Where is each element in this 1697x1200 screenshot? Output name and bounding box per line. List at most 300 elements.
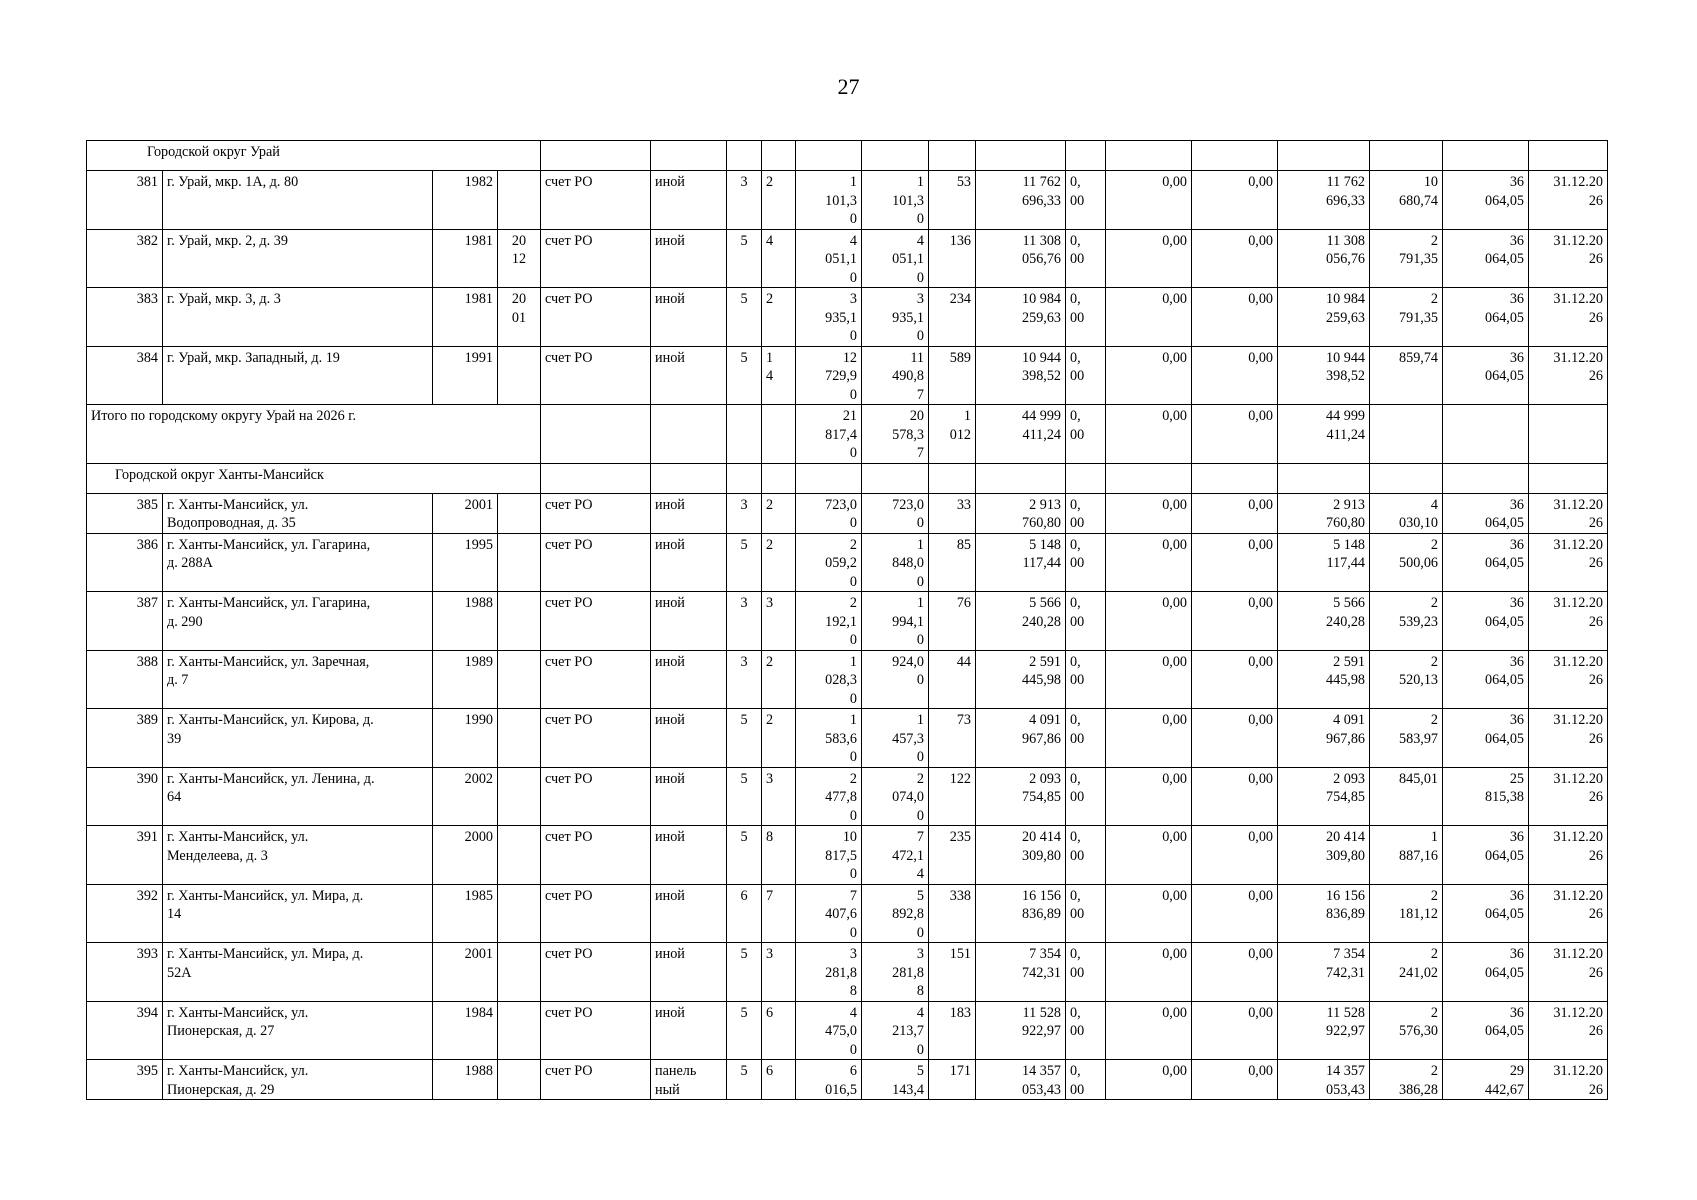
cost-limit-cell: 36 064,05 xyxy=(1443,650,1529,709)
table-row xyxy=(87,826,1608,885)
region-funds-cell: 0,00 xyxy=(1106,229,1192,288)
table-row xyxy=(87,592,1608,651)
total-cost-cell: 5 148 117,44 xyxy=(976,533,1066,592)
unit-cost-cell: 2 520,13 xyxy=(1370,650,1443,709)
empty-cell xyxy=(651,405,727,464)
reconstruction-year-cell xyxy=(498,709,541,768)
section-title-cell xyxy=(87,463,541,493)
municipal-funds-cell: 0,00 xyxy=(1192,592,1278,651)
living-area-cell: 4 213,7 0 xyxy=(862,1001,929,1060)
living-area-cell: 723,0 0 xyxy=(862,493,929,533)
row-number: 395 xyxy=(87,1060,163,1100)
region-funds-cell: 0,00 xyxy=(1106,826,1192,885)
reconstruction-year-cell xyxy=(498,171,541,230)
living-area-cell: 2 074,0 0 xyxy=(862,767,929,826)
empty-cell xyxy=(1192,141,1278,171)
empty-cell xyxy=(1106,463,1192,493)
total-cost-cell: 10 984 259,63 xyxy=(976,288,1066,347)
empty-cell xyxy=(796,141,862,171)
empty-cell xyxy=(1278,141,1370,171)
total-area-cell: 4 475,0 0 xyxy=(796,1001,862,1060)
municipal-funds-cell: 0,00 xyxy=(1192,1001,1278,1060)
empty-cell xyxy=(1443,463,1529,493)
cost-limit-cell: 36 064,05 xyxy=(1443,171,1529,230)
unit-cost-cell: 2 241,02 xyxy=(1370,943,1443,1002)
residents-cell: 122 xyxy=(929,767,976,826)
year-built-cell: 1985 xyxy=(433,884,498,943)
entrances-cell: 2 xyxy=(762,288,796,347)
living-area-cell: 3 281,8 8 xyxy=(862,943,929,1002)
floors-cell: 5 xyxy=(727,288,762,347)
wall-material-cell: иной xyxy=(651,884,727,943)
table-row xyxy=(87,1001,1608,1060)
empty-cell xyxy=(762,463,796,493)
deadline-cell: 31.12.20 26 xyxy=(1529,1060,1608,1100)
state-funds-cell: 0, 00 xyxy=(1066,826,1106,885)
total-cost-cell: 20 414 309,80 xyxy=(976,826,1066,885)
empty-cell xyxy=(976,141,1066,171)
living-area-cell: 4 051,1 0 xyxy=(862,229,929,288)
wall-material-cell: панель ный xyxy=(651,1060,727,1100)
total-area-cell: 12 729,9 0 xyxy=(796,346,862,405)
unit-cost-cell: 845,01 xyxy=(1370,767,1443,826)
cost-limit-cell: 36 064,05 xyxy=(1443,1001,1529,1060)
address-cell: г. Ханты-Мансийск, ул. Гагарина, д. 290 xyxy=(163,592,433,651)
wall-material-cell: иной xyxy=(651,171,727,230)
year-built-cell: 1990 xyxy=(433,709,498,768)
region-funds-cell: 0,00 xyxy=(1106,346,1192,405)
owner-funds-cell: 2 913 760,80 xyxy=(1278,493,1370,533)
fund-method-cell: счет РО xyxy=(541,533,651,592)
fund-method-cell: счет РО xyxy=(541,943,651,1002)
total-area-cell: 4 051,1 0 xyxy=(796,229,862,288)
unit-cost-cell: 2 791,35 xyxy=(1370,229,1443,288)
municipal-funds-cell: 0,00 xyxy=(1192,1060,1278,1100)
living-area-cell: 5 143,4 xyxy=(862,1060,929,1100)
reconstruction-year-cell xyxy=(498,533,541,592)
state-funds-cell: 0, 00 xyxy=(1066,943,1106,1002)
owner-funds-cell: 7 354 742,31 xyxy=(1278,943,1370,1002)
empty-cell xyxy=(651,463,727,493)
cost-limit-cell: 36 064,05 xyxy=(1443,229,1529,288)
floors-cell: 5 xyxy=(727,533,762,592)
year-built-cell: 1981 xyxy=(433,229,498,288)
table-row xyxy=(87,767,1608,826)
total-area-cell: 3 935,1 0 xyxy=(796,288,862,347)
living-area-cell: 1 101,3 0 xyxy=(862,171,929,230)
reconstruction-year-cell xyxy=(498,493,541,533)
living-area-cell: 1 848,0 0 xyxy=(862,533,929,592)
total-cost-cell: 2 093 754,85 xyxy=(976,767,1066,826)
empty-cell xyxy=(796,463,862,493)
address-cell: г. Ханты-Мансийск, ул. Водопроводная, д. 35 xyxy=(163,493,433,533)
row-number: 392 xyxy=(87,884,163,943)
residents-cell: 136 xyxy=(929,229,976,288)
unit-cost-cell: 2 500,06 xyxy=(1370,533,1443,592)
region-funds-cell: 0,00 xyxy=(1106,533,1192,592)
living-area-cell: 1 457,3 0 xyxy=(862,709,929,768)
residents-cell: 85 xyxy=(929,533,976,592)
empty-cell xyxy=(1529,141,1608,171)
reconstruction-year-cell xyxy=(498,943,541,1002)
address-cell: г. Ханты-Мансийск, ул. Кирова, д. 39 xyxy=(163,709,433,768)
state-funds-cell: 0, 00 xyxy=(1066,405,1106,464)
total-cost-cell: 11 528 922,97 xyxy=(976,1001,1066,1060)
section-title: Городской округ Урай xyxy=(147,144,280,160)
unit-cost-cell: 2 386,28 xyxy=(1370,1060,1443,1100)
owner-funds-cell: 11 528 922,97 xyxy=(1278,1001,1370,1060)
entrances-cell: 2 xyxy=(762,171,796,230)
wall-material-cell: иной xyxy=(651,288,727,347)
year-built-cell: 1991 xyxy=(433,346,498,405)
wall-material-cell: иной xyxy=(651,709,727,768)
owner-funds-cell: 16 156 836,89 xyxy=(1278,884,1370,943)
empty-cell xyxy=(1443,141,1529,171)
reconstruction-year-cell xyxy=(498,1060,541,1100)
empty-cell xyxy=(1066,141,1106,171)
fund-method-cell: счет РО xyxy=(541,1060,651,1100)
entrances-cell: 6 xyxy=(762,1060,796,1100)
owner-funds-cell: 10 984 259,63 xyxy=(1278,288,1370,347)
fund-method-cell: счет РО xyxy=(541,346,651,405)
state-funds-cell: 0, 00 xyxy=(1066,884,1106,943)
owner-funds-cell: 11 308 056,76 xyxy=(1278,229,1370,288)
floors-cell: 5 xyxy=(727,229,762,288)
floors-cell: 5 xyxy=(727,943,762,1002)
region-funds-cell: 0,00 xyxy=(1106,943,1192,1002)
cost-limit-cell: 36 064,05 xyxy=(1443,592,1529,651)
region-funds-cell: 0,00 xyxy=(1106,171,1192,230)
entrances-cell: 2 xyxy=(762,650,796,709)
state-funds-cell: 0, 00 xyxy=(1066,767,1106,826)
residents-cell: 338 xyxy=(929,884,976,943)
state-funds-cell: 0, 00 xyxy=(1066,709,1106,768)
owner-funds-cell: 11 762 696,33 xyxy=(1278,171,1370,230)
owner-funds-cell: 4 091 967,86 xyxy=(1278,709,1370,768)
cost-limit-cell: 36 064,05 xyxy=(1443,533,1529,592)
entrances-cell: 3 xyxy=(762,592,796,651)
deadline-cell: 31.12.20 26 xyxy=(1529,288,1608,347)
municipal-funds-cell: 0,00 xyxy=(1192,709,1278,768)
total-area-cell: 10 817,5 0 xyxy=(796,826,862,885)
entrances-cell: 2 xyxy=(762,533,796,592)
floors-cell: 3 xyxy=(727,171,762,230)
year-built-cell: 1988 xyxy=(433,1060,498,1100)
address-cell: г. Ханты-Мансийск, ул. Заречная, д. 7 xyxy=(163,650,433,709)
region-funds-cell: 0,00 xyxy=(1106,1060,1192,1100)
owner-funds-cell: 2 591 445,98 xyxy=(1278,650,1370,709)
deadline-cell: 31.12.20 26 xyxy=(1529,592,1608,651)
table-row xyxy=(87,884,1608,943)
total-cost-cell: 4 091 967,86 xyxy=(976,709,1066,768)
municipal-funds-cell: 0,00 xyxy=(1192,533,1278,592)
floors-cell: 5 xyxy=(727,709,762,768)
deadline-cell: 31.12.20 26 xyxy=(1529,1001,1608,1060)
empty-cell xyxy=(976,463,1066,493)
region-funds-cell: 0,00 xyxy=(1106,884,1192,943)
unit-cost-cell: 2 791,35 xyxy=(1370,288,1443,347)
table-row xyxy=(87,709,1608,768)
municipal-funds-cell: 0,00 xyxy=(1192,826,1278,885)
deadline-cell: 31.12.20 26 xyxy=(1529,650,1608,709)
total-area-cell: 1 583,6 0 xyxy=(796,709,862,768)
deadline-cell: 31.12.20 26 xyxy=(1529,884,1608,943)
reconstruction-year-cell xyxy=(498,1001,541,1060)
municipal-funds-cell: 0,00 xyxy=(1192,650,1278,709)
table-row xyxy=(87,943,1608,1002)
wall-material-cell: иной xyxy=(651,943,727,1002)
state-funds-cell: 0, 00 xyxy=(1066,650,1106,709)
fund-method-cell: счет РО xyxy=(541,229,651,288)
unit-cost-cell: 859,74 xyxy=(1370,346,1443,405)
region-funds-cell: 0,00 xyxy=(1106,288,1192,347)
owner-funds-cell: 10 944 398,52 xyxy=(1278,346,1370,405)
floors-cell: 5 xyxy=(727,1060,762,1100)
entrances-cell: 2 xyxy=(762,709,796,768)
deadline-cell: 31.12.20 26 xyxy=(1529,346,1608,405)
region-funds-cell: 0,00 xyxy=(1106,650,1192,709)
floors-cell: 5 xyxy=(727,767,762,826)
state-funds-cell: 0, 00 xyxy=(1066,592,1106,651)
state-funds-cell: 0, 00 xyxy=(1066,288,1106,347)
reconstruction-year-cell: 20 12 xyxy=(498,229,541,288)
total-cost-cell: 5 566 240,28 xyxy=(976,592,1066,651)
total-label-cell: Итого по городскому округу Урай на 2026 г. xyxy=(87,405,541,464)
owner-funds-cell: 2 093 754,85 xyxy=(1278,767,1370,826)
wall-material-cell: иной xyxy=(651,592,727,651)
reconstruction-year-cell xyxy=(498,592,541,651)
residents-cell: 235 xyxy=(929,826,976,885)
total-area-cell: 2 059,2 0 xyxy=(796,533,862,592)
entrances-cell: 4 xyxy=(762,229,796,288)
address-cell: г. Ханты-Мансийск, ул. Пионерская, д. 29 xyxy=(163,1060,433,1100)
residents-cell: 183 xyxy=(929,1001,976,1060)
total-area-cell: 1 101,3 0 xyxy=(796,171,862,230)
row-number: 390 xyxy=(87,767,163,826)
cost-limit-cell: 29 442,67 xyxy=(1443,1060,1529,1100)
wall-material-cell: иной xyxy=(651,1001,727,1060)
table-row xyxy=(87,288,1608,347)
wall-material-cell: иной xyxy=(651,650,727,709)
residents-cell: 589 xyxy=(929,346,976,405)
row-number: 386 xyxy=(87,533,163,592)
row-number: 381 xyxy=(87,171,163,230)
municipal-funds-cell: 0,00 xyxy=(1192,405,1278,464)
deadline-cell: 31.12.20 26 xyxy=(1529,171,1608,230)
year-built-cell: 2001 xyxy=(433,943,498,1002)
empty-cell xyxy=(929,141,976,171)
fund-method-cell: счет РО xyxy=(541,826,651,885)
wall-material-cell: иной xyxy=(651,229,727,288)
entrances-cell: 3 xyxy=(762,767,796,826)
cost-limit-cell: 36 064,05 xyxy=(1443,943,1529,1002)
owner-funds-cell: 14 357 053,43 xyxy=(1278,1060,1370,1100)
fund-method-cell: счет РО xyxy=(541,493,651,533)
deadline-cell: 31.12.20 26 xyxy=(1529,533,1608,592)
empty-cell xyxy=(1106,141,1192,171)
empty-cell xyxy=(862,463,929,493)
region-funds-cell: 0,00 xyxy=(1106,493,1192,533)
empty-cell xyxy=(651,141,727,171)
cost-limit-cell: 36 064,05 xyxy=(1443,288,1529,347)
unit-cost-cell: 10 680,74 xyxy=(1370,171,1443,230)
total-cost-cell: 16 156 836,89 xyxy=(976,884,1066,943)
row-number: 389 xyxy=(87,709,163,768)
row-number: 393 xyxy=(87,943,163,1002)
year-built-cell: 1982 xyxy=(433,171,498,230)
reconstruction-year-cell xyxy=(498,884,541,943)
state-funds-cell: 0, 00 xyxy=(1066,533,1106,592)
deadline-cell: 31.12.20 26 xyxy=(1529,709,1608,768)
table-row xyxy=(87,229,1608,288)
floors-cell: 6 xyxy=(727,884,762,943)
state-funds-cell: 0, 00 xyxy=(1066,229,1106,288)
table-row xyxy=(87,650,1608,709)
deadline-cell: 31.12.20 26 xyxy=(1529,229,1608,288)
total-area-cell: 21 817,4 0 xyxy=(796,405,862,464)
fund-method-cell: счет РО xyxy=(541,171,651,230)
fund-method-cell: счет РО xyxy=(541,650,651,709)
deadline-cell: 31.12.20 26 xyxy=(1529,493,1608,533)
unit-cost-cell: 2 539,23 xyxy=(1370,592,1443,651)
residents-cell: 73 xyxy=(929,709,976,768)
municipal-funds-cell: 0,00 xyxy=(1192,171,1278,230)
municipal-funds-cell: 0,00 xyxy=(1192,288,1278,347)
wall-material-cell: иной xyxy=(651,346,727,405)
state-funds-cell: 0, 00 xyxy=(1066,171,1106,230)
unit-cost-cell: 1 887,16 xyxy=(1370,826,1443,885)
fund-method-cell: счет РО xyxy=(541,1001,651,1060)
empty-cell xyxy=(1278,463,1370,493)
year-built-cell: 2000 xyxy=(433,826,498,885)
unit-cost-cell: 4 030,10 xyxy=(1370,493,1443,533)
total-area-cell: 723,0 0 xyxy=(796,493,862,533)
reconstruction-year-cell xyxy=(498,346,541,405)
section-header-row xyxy=(87,141,1608,171)
residents-cell: 76 xyxy=(929,592,976,651)
deadline-cell: 31.12.20 26 xyxy=(1529,767,1608,826)
address-cell: г. Ханты-Мансийск, ул. Мира, д. 52А xyxy=(163,943,433,1002)
state-funds-cell: 0, 00 xyxy=(1066,493,1106,533)
table-row xyxy=(87,1060,1608,1100)
total-area-cell: 2 477,8 0 xyxy=(796,767,862,826)
residents-cell: 33 xyxy=(929,493,976,533)
region-funds-cell: 0,00 xyxy=(1106,767,1192,826)
region-funds-cell: 0,00 xyxy=(1106,709,1192,768)
empty-cell xyxy=(727,463,762,493)
address-cell: г. Урай, мкр. 3, д. 3 xyxy=(163,288,433,347)
address-cell: г. Ханты-Мансийск, ул. Менделеева, д. 3 xyxy=(163,826,433,885)
empty-cell xyxy=(1370,463,1443,493)
entrances-cell: 8 xyxy=(762,826,796,885)
empty-cell xyxy=(727,405,762,464)
total-area-cell: 1 028,3 0 xyxy=(796,650,862,709)
empty-cell xyxy=(929,463,976,493)
region-funds-cell: 0,00 xyxy=(1106,405,1192,464)
cost-limit-cell: 36 064,05 xyxy=(1443,884,1529,943)
residents-cell: 1 012 xyxy=(929,405,976,464)
owner-funds-cell: 5 566 240,28 xyxy=(1278,592,1370,651)
municipal-funds-cell: 0,00 xyxy=(1192,229,1278,288)
entrances-cell: 2 xyxy=(762,493,796,533)
empty-cell xyxy=(541,463,651,493)
total-area-cell: 2 192,1 0 xyxy=(796,592,862,651)
fund-method-cell: счет РО xyxy=(541,884,651,943)
total-cost-cell: 14 357 053,43 xyxy=(976,1060,1066,1100)
empty-cell xyxy=(1529,463,1608,493)
region-funds-cell: 0,00 xyxy=(1106,592,1192,651)
wall-material-cell: иной xyxy=(651,533,727,592)
unit-cost-cell: 2 576,30 xyxy=(1370,1001,1443,1060)
wall-material-cell: иной xyxy=(651,767,727,826)
section-title-cell xyxy=(87,141,541,171)
year-built-cell: 1995 xyxy=(433,533,498,592)
empty-cell xyxy=(762,405,796,464)
reconstruction-year-cell: 20 01 xyxy=(498,288,541,347)
cost-limit-cell: 36 064,05 xyxy=(1443,346,1529,405)
row-number: 383 xyxy=(87,288,163,347)
entrances-cell: 1 4 xyxy=(762,346,796,405)
table-row xyxy=(87,171,1608,230)
row-number: 385 xyxy=(87,493,163,533)
living-area-cell: 5 892,8 0 xyxy=(862,884,929,943)
total-area-cell: 3 281,8 8 xyxy=(796,943,862,1002)
empty-cell xyxy=(541,405,651,464)
wall-material-cell: иной xyxy=(651,826,727,885)
empty-cell xyxy=(862,141,929,171)
municipal-funds-cell: 0,00 xyxy=(1192,493,1278,533)
row-number: 394 xyxy=(87,1001,163,1060)
municipal-funds-cell: 0,00 xyxy=(1192,767,1278,826)
empty-cell xyxy=(1370,141,1443,171)
year-built-cell: 2001 xyxy=(433,493,498,533)
total-cost-cell: 7 354 742,31 xyxy=(976,943,1066,1002)
state-funds-cell: 0, 00 xyxy=(1066,1001,1106,1060)
empty-cell xyxy=(727,141,762,171)
entrances-cell: 6 xyxy=(762,1001,796,1060)
row-number: 388 xyxy=(87,650,163,709)
empty-cell xyxy=(1370,405,1443,464)
unit-cost-cell: 2 583,97 xyxy=(1370,709,1443,768)
empty-cell xyxy=(1529,405,1608,464)
state-funds-cell: 0, 00 xyxy=(1066,1060,1106,1100)
living-area-cell: 11 490,8 7 xyxy=(862,346,929,405)
section-header-row xyxy=(87,463,1608,493)
total-row xyxy=(87,405,1608,464)
floors-cell: 3 xyxy=(727,650,762,709)
housing-register-table xyxy=(86,140,1608,1100)
living-area-cell: 1 994,1 0 xyxy=(862,592,929,651)
residents-cell: 151 xyxy=(929,943,976,1002)
year-built-cell: 1988 xyxy=(433,592,498,651)
table-row xyxy=(87,346,1608,405)
address-cell: г. Урай, мкр. 1А, д. 80 xyxy=(163,171,433,230)
cost-limit-cell: 36 064,05 xyxy=(1443,709,1529,768)
residents-cell: 53 xyxy=(929,171,976,230)
total-cost-cell: 10 944 398,52 xyxy=(976,346,1066,405)
table-row xyxy=(87,493,1608,533)
living-area-cell: 20 578,3 7 xyxy=(862,405,929,464)
municipal-funds-cell: 0,00 xyxy=(1192,884,1278,943)
total-cost-cell: 11 762 696,33 xyxy=(976,171,1066,230)
fund-method-cell: счет РО xyxy=(541,288,651,347)
fund-method-cell: счет РО xyxy=(541,709,651,768)
deadline-cell: 31.12.20 26 xyxy=(1529,826,1608,885)
total-area-cell: 7 407,6 0 xyxy=(796,884,862,943)
year-built-cell: 1981 xyxy=(433,288,498,347)
cost-limit-cell: 25 815,38 xyxy=(1443,767,1529,826)
residents-cell: 171 xyxy=(929,1060,976,1100)
